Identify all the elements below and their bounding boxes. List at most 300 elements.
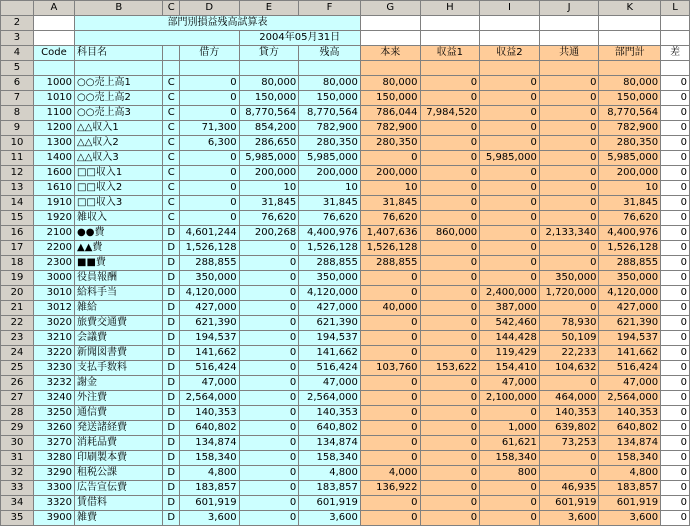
type-cell[interactable]: D xyxy=(163,301,179,316)
kyotsu-cell[interactable]: 140,353 xyxy=(539,406,599,421)
sa-cell[interactable]: 0 xyxy=(661,211,690,226)
bumonkei-cell[interactable]: 8,770,564 xyxy=(599,106,661,121)
debit-cell[interactable]: 158,340 xyxy=(179,451,239,466)
account-name-cell[interactable]: 新聞図書費 xyxy=(75,346,163,361)
debit-cell[interactable]: 183,857 xyxy=(179,481,239,496)
account-name-cell[interactable]: ▲▲費 xyxy=(75,241,163,256)
kyotsu-cell[interactable]: 0 xyxy=(539,451,599,466)
type-cell[interactable]: D xyxy=(163,406,179,421)
account-name-cell[interactable]: ○○売上高1 xyxy=(75,76,163,91)
debit-cell[interactable]: 0 xyxy=(179,181,239,196)
kyotsu-cell[interactable]: 0 xyxy=(539,136,599,151)
honrai-cell[interactable]: 40,000 xyxy=(360,301,420,316)
account-name-cell[interactable]: 雑収入 xyxy=(75,211,163,226)
credit-cell[interactable]: 0 xyxy=(239,256,299,271)
column-header-j[interactable]: J xyxy=(539,1,599,16)
shueki1-cell[interactable]: 0 xyxy=(420,121,480,136)
debit-cell[interactable]: 4,601,244 xyxy=(179,226,239,241)
bumonkei-cell[interactable]: 3,600 xyxy=(599,511,661,526)
shueki1-cell[interactable]: 860,000 xyxy=(420,226,480,241)
cell[interactable] xyxy=(360,31,420,46)
credit-cell[interactable]: 0 xyxy=(239,331,299,346)
honrai-cell[interactable]: 0 xyxy=(360,406,420,421)
shueki2-cell[interactable]: 5,985,000 xyxy=(480,151,540,166)
kyotsu-cell[interactable]: 464,000 xyxy=(539,391,599,406)
code-cell[interactable]: 1610 xyxy=(33,181,74,196)
balance-cell[interactable]: 141,662 xyxy=(299,346,361,361)
shueki1-cell[interactable]: 0 xyxy=(420,481,480,496)
shueki2-cell[interactable]: 0 xyxy=(480,76,540,91)
code-cell[interactable]: 1010 xyxy=(33,91,74,106)
type-cell[interactable]: C xyxy=(163,181,179,196)
balance-cell[interactable]: 4,800 xyxy=(299,466,361,481)
account-name-cell[interactable]: △△収入1 xyxy=(75,121,163,136)
credit-cell[interactable]: 0 xyxy=(239,451,299,466)
credit-cell[interactable]: 0 xyxy=(239,481,299,496)
balance-cell[interactable]: 280,350 xyxy=(299,136,361,151)
shueki2-cell[interactable]: 158,340 xyxy=(480,451,540,466)
shueki1-cell[interactable]: 0 xyxy=(420,316,480,331)
header-bumonkei[interactable]: 部門計 xyxy=(599,46,661,61)
shueki2-cell[interactable]: 0 xyxy=(480,106,540,121)
shueki2-cell[interactable]: 0 xyxy=(480,241,540,256)
honrai-cell[interactable]: 1,526,128 xyxy=(360,241,420,256)
shueki1-cell[interactable]: 0 xyxy=(420,346,480,361)
credit-cell[interactable]: 0 xyxy=(239,466,299,481)
credit-cell[interactable]: 76,620 xyxy=(239,211,299,226)
shueki1-cell[interactable]: 0 xyxy=(420,331,480,346)
credit-cell[interactable]: 0 xyxy=(239,406,299,421)
code-cell[interactable]: 3210 xyxy=(33,331,74,346)
type-cell[interactable]: D xyxy=(163,421,179,436)
shueki1-cell[interactable]: 0 xyxy=(420,256,480,271)
kyotsu-cell[interactable]: 639,802 xyxy=(539,421,599,436)
balance-cell[interactable]: 76,620 xyxy=(299,211,361,226)
credit-cell[interactable]: 5,985,000 xyxy=(239,151,299,166)
kyotsu-cell[interactable]: 350,000 xyxy=(539,271,599,286)
kyotsu-cell[interactable]: 0 xyxy=(539,121,599,136)
bumonkei-cell[interactable]: 150,000 xyxy=(599,91,661,106)
type-cell[interactable]: D xyxy=(163,331,179,346)
shueki2-cell[interactable]: 800 xyxy=(480,466,540,481)
shueki2-cell[interactable]: 0 xyxy=(480,121,540,136)
honrai-cell[interactable]: 150,000 xyxy=(360,91,420,106)
credit-cell[interactable]: 0 xyxy=(239,271,299,286)
cell[interactable] xyxy=(420,31,480,46)
kyotsu-cell[interactable]: 0 xyxy=(539,151,599,166)
code-cell[interactable]: 3250 xyxy=(33,406,74,421)
type-cell[interactable]: D xyxy=(163,511,179,526)
shueki1-cell[interactable]: 0 xyxy=(420,166,480,181)
row-header[interactable]: 32 xyxy=(1,466,34,481)
credit-cell[interactable]: 0 xyxy=(239,361,299,376)
debit-cell[interactable]: 601,919 xyxy=(179,496,239,511)
code-cell[interactable]: 3320 xyxy=(33,496,74,511)
debit-cell[interactable]: 2,564,000 xyxy=(179,391,239,406)
credit-cell[interactable]: 200,000 xyxy=(239,166,299,181)
shueki1-cell[interactable]: 0 xyxy=(420,301,480,316)
row-header[interactable]: 16 xyxy=(1,226,34,241)
sa-cell[interactable]: 0 xyxy=(661,421,690,436)
shueki1-cell[interactable]: 153,622 xyxy=(420,361,480,376)
code-cell[interactable]: 2200 xyxy=(33,241,74,256)
sa-cell[interactable]: 0 xyxy=(661,196,690,211)
debit-cell[interactable]: 1,526,128 xyxy=(179,241,239,256)
debit-cell[interactable]: 516,424 xyxy=(179,361,239,376)
shueki1-cell[interactable]: 0 xyxy=(420,136,480,151)
honrai-cell[interactable]: 76,620 xyxy=(360,211,420,226)
shueki2-cell[interactable]: 2,400,000 xyxy=(480,286,540,301)
kyotsu-cell[interactable]: 0 xyxy=(539,181,599,196)
code-cell[interactable]: 3900 xyxy=(33,511,74,526)
credit-cell[interactable]: 0 xyxy=(239,286,299,301)
balance-cell[interactable]: 80,000 xyxy=(299,76,361,91)
row-header[interactable]: 19 xyxy=(1,271,34,286)
shueki1-cell[interactable]: 0 xyxy=(420,91,480,106)
account-name-cell[interactable]: 印刷製本費 xyxy=(75,451,163,466)
kyotsu-cell[interactable]: 0 xyxy=(539,376,599,391)
shueki2-cell[interactable]: 119,429 xyxy=(480,346,540,361)
honrai-cell[interactable]: 0 xyxy=(360,376,420,391)
balance-cell[interactable]: 427,000 xyxy=(299,301,361,316)
debit-cell[interactable]: 4,120,000 xyxy=(179,286,239,301)
credit-cell[interactable]: 0 xyxy=(239,316,299,331)
code-cell[interactable]: 3010 xyxy=(33,286,74,301)
code-cell[interactable]: 3230 xyxy=(33,361,74,376)
account-name-cell[interactable]: △△収入2 xyxy=(75,136,163,151)
sa-cell[interactable]: 0 xyxy=(661,511,690,526)
cell[interactable] xyxy=(599,16,661,31)
honrai-cell[interactable]: 0 xyxy=(360,151,420,166)
kyotsu-cell[interactable]: 0 xyxy=(539,76,599,91)
code-cell[interactable]: 1600 xyxy=(33,166,74,181)
balance-cell[interactable]: 150,000 xyxy=(299,91,361,106)
type-cell[interactable]: D xyxy=(163,361,179,376)
shueki2-cell[interactable]: 0 xyxy=(480,256,540,271)
kyotsu-cell[interactable]: 0 xyxy=(539,196,599,211)
cell[interactable] xyxy=(599,61,661,76)
column-header-e[interactable]: E xyxy=(239,1,299,16)
balance-cell[interactable]: 8,770,564 xyxy=(299,106,361,121)
shueki2-cell[interactable]: 0 xyxy=(480,211,540,226)
kyotsu-cell[interactable]: 0 xyxy=(539,211,599,226)
column-header-i[interactable]: I xyxy=(480,1,540,16)
account-name-cell[interactable]: ●●費 xyxy=(75,226,163,241)
sa-cell[interactable]: 0 xyxy=(661,76,690,91)
account-name-cell[interactable]: 支払手数料 xyxy=(75,361,163,376)
credit-cell[interactable]: 286,650 xyxy=(239,136,299,151)
cell[interactable] xyxy=(661,31,690,46)
bumonkei-cell[interactable]: 427,000 xyxy=(599,301,661,316)
row-header[interactable]: 31 xyxy=(1,451,34,466)
shueki1-cell[interactable]: 0 xyxy=(420,211,480,226)
shueki2-cell[interactable]: 0 xyxy=(480,196,540,211)
credit-cell[interactable]: 10 xyxy=(239,181,299,196)
type-cell[interactable]: D xyxy=(163,256,179,271)
debit-cell[interactable]: 4,800 xyxy=(179,466,239,481)
sa-cell[interactable]: 0 xyxy=(661,181,690,196)
balance-cell[interactable]: 5,985,000 xyxy=(299,151,361,166)
bumonkei-cell[interactable]: 194,537 xyxy=(599,331,661,346)
shueki1-cell[interactable]: 0 xyxy=(420,496,480,511)
sa-cell[interactable]: 0 xyxy=(661,481,690,496)
cell[interactable] xyxy=(539,31,599,46)
credit-cell[interactable]: 0 xyxy=(239,391,299,406)
shueki2-cell[interactable]: 0 xyxy=(480,181,540,196)
cell[interactable] xyxy=(661,16,690,31)
shueki2-cell[interactable]: 154,410 xyxy=(480,361,540,376)
code-cell[interactable]: 3300 xyxy=(33,481,74,496)
report-title[interactable]: 部門別損益残高試算表 xyxy=(75,16,361,31)
debit-cell[interactable]: 427,000 xyxy=(179,301,239,316)
kyotsu-cell[interactable]: 104,632 xyxy=(539,361,599,376)
shueki2-cell[interactable]: 0 xyxy=(480,226,540,241)
shueki1-cell[interactable]: 0 xyxy=(420,421,480,436)
type-cell[interactable]: D xyxy=(163,481,179,496)
shueki2-cell[interactable]: 0 xyxy=(480,496,540,511)
row-header[interactable]: 7 xyxy=(1,91,34,106)
row-header[interactable]: 10 xyxy=(1,136,34,151)
account-name-cell[interactable]: 雑費 xyxy=(75,511,163,526)
debit-cell[interactable]: 134,874 xyxy=(179,436,239,451)
honrai-cell[interactable]: 1,407,636 xyxy=(360,226,420,241)
honrai-cell[interactable]: 0 xyxy=(360,286,420,301)
bumonkei-cell[interactable]: 4,120,000 xyxy=(599,286,661,301)
credit-cell[interactable]: 200,268 xyxy=(239,226,299,241)
header-code[interactable]: Code xyxy=(33,46,74,61)
header-shueki2[interactable]: 収益2 xyxy=(480,46,540,61)
account-name-cell[interactable]: 発送諸経費 xyxy=(75,421,163,436)
debit-cell[interactable]: 47,000 xyxy=(179,376,239,391)
balance-cell[interactable]: 194,537 xyxy=(299,331,361,346)
honrai-cell[interactable]: 0 xyxy=(360,316,420,331)
code-cell[interactable]: 1000 xyxy=(33,76,74,91)
account-name-cell[interactable]: 会議費 xyxy=(75,331,163,346)
header-shueki1[interactable]: 収益1 xyxy=(420,46,480,61)
sa-cell[interactable]: 0 xyxy=(661,316,690,331)
sa-cell[interactable]: 0 xyxy=(661,436,690,451)
type-cell[interactable]: C xyxy=(163,91,179,106)
bumonkei-cell[interactable]: 10 xyxy=(599,181,661,196)
balance-cell[interactable]: 140,353 xyxy=(299,406,361,421)
cell[interactable] xyxy=(33,61,74,76)
cell[interactable] xyxy=(163,61,179,76)
header-name[interactable]: 科目名 xyxy=(75,46,163,61)
shueki2-cell[interactable]: 0 xyxy=(480,91,540,106)
shueki1-cell[interactable]: 0 xyxy=(420,511,480,526)
type-cell[interactable]: C xyxy=(163,211,179,226)
account-name-cell[interactable]: 給料手当 xyxy=(75,286,163,301)
honrai-cell[interactable]: 0 xyxy=(360,271,420,286)
bumonkei-cell[interactable]: 640,802 xyxy=(599,421,661,436)
header-honrai[interactable]: 本来 xyxy=(360,46,420,61)
cell[interactable] xyxy=(480,61,540,76)
account-name-cell[interactable]: ○○売上高3 xyxy=(75,106,163,121)
credit-cell[interactable]: 80,000 xyxy=(239,76,299,91)
balance-cell[interactable]: 288,855 xyxy=(299,256,361,271)
code-cell[interactable]: 3232 xyxy=(33,376,74,391)
shueki2-cell[interactable]: 0 xyxy=(480,481,540,496)
credit-cell[interactable]: 0 xyxy=(239,436,299,451)
code-cell[interactable]: 1200 xyxy=(33,121,74,136)
cell[interactable] xyxy=(539,61,599,76)
balance-cell[interactable]: 4,120,000 xyxy=(299,286,361,301)
type-cell[interactable]: D xyxy=(163,226,179,241)
column-header-k[interactable]: K xyxy=(599,1,661,16)
honrai-cell[interactable]: 0 xyxy=(360,511,420,526)
header-balance[interactable]: 残高 xyxy=(299,46,361,61)
debit-cell[interactable]: 0 xyxy=(179,106,239,121)
debit-cell[interactable]: 350,000 xyxy=(179,271,239,286)
shueki2-cell[interactable]: 0 xyxy=(480,166,540,181)
report-date[interactable]: 2004年05月31日 xyxy=(239,31,360,46)
kyotsu-cell[interactable]: 0 xyxy=(539,91,599,106)
bumonkei-cell[interactable]: 2,564,000 xyxy=(599,391,661,406)
sa-cell[interactable]: 0 xyxy=(661,376,690,391)
shueki1-cell[interactable]: 0 xyxy=(420,406,480,421)
bumonkei-cell[interactable]: 350,000 xyxy=(599,271,661,286)
shueki1-cell[interactable]: 0 xyxy=(420,241,480,256)
shueki2-cell[interactable]: 47,000 xyxy=(480,376,540,391)
kyotsu-cell[interactable]: 22,233 xyxy=(539,346,599,361)
kyotsu-cell[interactable]: 50,109 xyxy=(539,331,599,346)
shueki2-cell[interactable]: 1,000 xyxy=(480,421,540,436)
credit-cell[interactable]: 0 xyxy=(239,421,299,436)
bumonkei-cell[interactable]: 31,845 xyxy=(599,196,661,211)
honrai-cell[interactable]: 0 xyxy=(360,391,420,406)
row-header[interactable]: 30 xyxy=(1,436,34,451)
credit-cell[interactable]: 8,770,564 xyxy=(239,106,299,121)
cell[interactable] xyxy=(163,46,179,61)
balance-cell[interactable]: 10 xyxy=(299,181,361,196)
shueki1-cell[interactable]: 0 xyxy=(420,271,480,286)
sa-cell[interactable]: 0 xyxy=(661,256,690,271)
column-header-l[interactable]: L xyxy=(661,1,690,16)
shueki1-cell[interactable]: 0 xyxy=(420,436,480,451)
shueki1-cell[interactable]: 0 xyxy=(420,196,480,211)
bumonkei-cell[interactable]: 47,000 xyxy=(599,376,661,391)
sa-cell[interactable]: 0 xyxy=(661,301,690,316)
account-name-cell[interactable]: 賃借料 xyxy=(75,496,163,511)
kyotsu-cell[interactable]: 73,253 xyxy=(539,436,599,451)
account-name-cell[interactable]: 租税公課 xyxy=(75,466,163,481)
balance-cell[interactable]: 640,802 xyxy=(299,421,361,436)
balance-cell[interactable]: 3,600 xyxy=(299,511,361,526)
sa-cell[interactable]: 0 xyxy=(661,406,690,421)
balance-cell[interactable]: 158,340 xyxy=(299,451,361,466)
type-cell[interactable]: D xyxy=(163,451,179,466)
account-name-cell[interactable]: △△収入3 xyxy=(75,151,163,166)
honrai-cell[interactable]: 0 xyxy=(360,421,420,436)
type-cell[interactable]: D xyxy=(163,466,179,481)
code-cell[interactable]: 1400 xyxy=(33,151,74,166)
balance-cell[interactable]: 31,845 xyxy=(299,196,361,211)
code-cell[interactable]: 3280 xyxy=(33,451,74,466)
code-cell[interactable]: 1910 xyxy=(33,196,74,211)
shueki1-cell[interactable]: 0 xyxy=(420,76,480,91)
column-header-d[interactable]: D xyxy=(179,1,239,16)
bumonkei-cell[interactable]: 200,000 xyxy=(599,166,661,181)
cell[interactable] xyxy=(299,61,361,76)
cell[interactable] xyxy=(480,16,540,31)
bumonkei-cell[interactable]: 76,620 xyxy=(599,211,661,226)
honrai-cell[interactable]: 103,760 xyxy=(360,361,420,376)
row-header[interactable]: 5 xyxy=(1,61,34,76)
debit-cell[interactable]: 0 xyxy=(179,211,239,226)
debit-cell[interactable]: 0 xyxy=(179,166,239,181)
code-cell[interactable]: 3012 xyxy=(33,301,74,316)
account-name-cell[interactable]: 通信費 xyxy=(75,406,163,421)
account-name-cell[interactable]: □□収入2 xyxy=(75,181,163,196)
select-all-corner[interactable] xyxy=(1,1,34,16)
debit-cell[interactable]: 0 xyxy=(179,196,239,211)
balance-cell[interactable]: 1,526,128 xyxy=(299,241,361,256)
credit-cell[interactable]: 0 xyxy=(239,511,299,526)
type-cell[interactable]: C xyxy=(163,196,179,211)
sa-cell[interactable]: 0 xyxy=(661,391,690,406)
shueki1-cell[interactable]: 7,984,520 xyxy=(420,106,480,121)
column-header-f[interactable]: F xyxy=(299,1,361,16)
bumonkei-cell[interactable]: 4,800 xyxy=(599,466,661,481)
sa-cell[interactable]: 0 xyxy=(661,331,690,346)
row-header[interactable]: 14 xyxy=(1,196,34,211)
type-cell[interactable]: C xyxy=(163,151,179,166)
row-header[interactable]: 20 xyxy=(1,286,34,301)
cell[interactable] xyxy=(661,61,690,76)
debit-cell[interactable]: 6,300 xyxy=(179,136,239,151)
shueki2-cell[interactable]: 61,621 xyxy=(480,436,540,451)
column-header-c[interactable]: C xyxy=(163,1,179,16)
shueki1-cell[interactable]: 0 xyxy=(420,466,480,481)
row-header[interactable]: 17 xyxy=(1,241,34,256)
honrai-cell[interactable]: 0 xyxy=(360,346,420,361)
type-cell[interactable]: C xyxy=(163,166,179,181)
bumonkei-cell[interactable]: 183,857 xyxy=(599,481,661,496)
kyotsu-cell[interactable]: 0 xyxy=(539,466,599,481)
cell[interactable] xyxy=(420,16,480,31)
type-cell[interactable]: C xyxy=(163,136,179,151)
account-name-cell[interactable]: 広告宣伝費 xyxy=(75,481,163,496)
bumonkei-cell[interactable]: 621,390 xyxy=(599,316,661,331)
type-cell[interactable]: D xyxy=(163,316,179,331)
bumonkei-cell[interactable]: 141,662 xyxy=(599,346,661,361)
honrai-cell[interactable]: 10 xyxy=(360,181,420,196)
sa-cell[interactable]: 0 xyxy=(661,151,690,166)
shueki1-cell[interactable]: 0 xyxy=(420,286,480,301)
balance-cell[interactable]: 782,900 xyxy=(299,121,361,136)
cell[interactable] xyxy=(239,61,299,76)
code-cell[interactable]: 3270 xyxy=(33,436,74,451)
credit-cell[interactable]: 0 xyxy=(239,496,299,511)
account-name-cell[interactable]: 謝金 xyxy=(75,376,163,391)
cell[interactable] xyxy=(360,61,420,76)
sa-cell[interactable]: 0 xyxy=(661,91,690,106)
debit-cell[interactable]: 288,855 xyxy=(179,256,239,271)
row-header[interactable]: 13 xyxy=(1,181,34,196)
sa-cell[interactable]: 0 xyxy=(661,121,690,136)
kyotsu-cell[interactable]: 0 xyxy=(539,241,599,256)
cell[interactable] xyxy=(420,61,480,76)
balance-cell[interactable]: 2,564,000 xyxy=(299,391,361,406)
honrai-cell[interactable]: 4,000 xyxy=(360,466,420,481)
kyotsu-cell[interactable]: 1,720,000 xyxy=(539,286,599,301)
row-header[interactable]: 18 xyxy=(1,256,34,271)
cell[interactable] xyxy=(33,31,74,46)
debit-cell[interactable]: 194,537 xyxy=(179,331,239,346)
shueki1-cell[interactable]: 0 xyxy=(420,451,480,466)
kyotsu-cell[interactable]: 601,919 xyxy=(539,496,599,511)
type-cell[interactable]: D xyxy=(163,286,179,301)
